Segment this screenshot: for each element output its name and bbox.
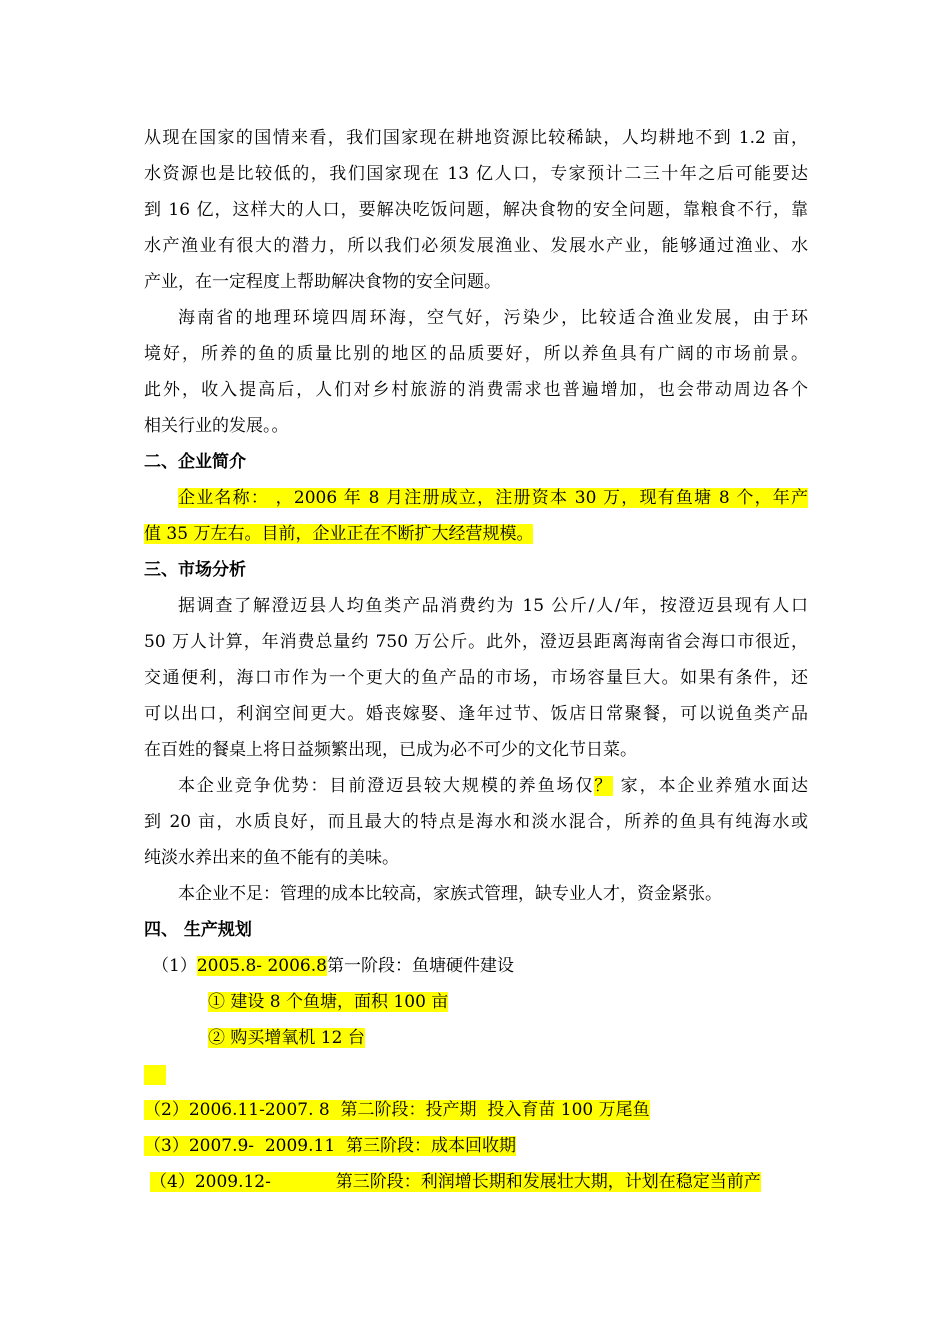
plan-stage-2: [144, 1092, 808, 1128]
highlighted-text: （4）2009.12- 第三阶段：利润增长期和发展壮大期，计划在稳定当前产: [150, 1172, 761, 1192]
text-line: 可以出口，利润空间更大。婚丧嫁娶、逢年过节、饭店日常聚餐，可以说鱼类产品: [144, 704, 808, 724]
highlight-mark: [144, 1065, 166, 1085]
text-line: 到 16 亿，这样大的人口，要解决吃饭问题，解决食物的安全问题，靠粮食不行，靠: [144, 200, 808, 220]
text-line: [144, 768, 808, 804]
paragraph-food-security: [144, 120, 808, 300]
section-heading-company-intro: 二、企业简介: [144, 452, 246, 472]
plan-stage-4: [144, 1164, 808, 1200]
section-heading-market-analysis: 三、市场分析: [144, 560, 246, 580]
text-line: 水资源也是比较低的，我们国家现在 13 亿人口，专家预计二三十年之后可能要达: [144, 164, 808, 184]
text-line: 水产渔业有很大的潜力，所以我们必须发展渔业、发展水产业，能够通过渔业、水: [144, 236, 808, 256]
paragraph-company-intro: [144, 480, 808, 552]
highlight-mark-line: [144, 1056, 808, 1092]
text-line: [144, 480, 808, 516]
paragraph-shortcomings: [144, 876, 808, 912]
paragraph-market-analysis: [144, 588, 808, 768]
stage-date: 2005.8- 2006.8: [196, 956, 327, 976]
plan-stage-1-item-1: [144, 984, 808, 1020]
paragraph-competitive-advantage: [144, 768, 808, 876]
text-line: 纯淡水养出来的鱼不能有的美味。: [144, 848, 399, 868]
document-body: [144, 120, 808, 1200]
text-line: [144, 516, 808, 552]
plan-stage-1-item-2: [144, 1020, 808, 1056]
stage-number: （1）: [152, 956, 197, 976]
text-line: 到 20 亩，水质良好，而且最大的特点是海水和淡水混合，所养的鱼具有纯海水或: [144, 812, 808, 832]
highlighted-text: ② 购买增氧机 12 台: [208, 1028, 365, 1048]
text-line: 境好，所养的鱼的质量比别的地区的品质要好，所以养鱼具有广阔的市场前景。: [144, 344, 808, 364]
plan-stage-3: [144, 1128, 808, 1164]
plan-stage-1: [144, 948, 808, 984]
text-line: 海南省的地理环境四周环海，空气好，污染少，比较适合渔业发展，由于环: [178, 308, 808, 328]
section-heading-production-plan: 四、 生产规划: [144, 920, 252, 940]
text-line: 此外，收入提高后，人们对乡村旅游的消费需求也普遍增加，也会带动周边各个: [144, 380, 808, 400]
text-line: 本企业不足：管理的成本比较高，家族式管理，缺专业人才，资金紧张。: [178, 884, 722, 904]
text-line: 从现在国家的国情来看，我们国家现在耕地资源比较稀缺，人均耕地不到 1.2 亩，: [144, 128, 808, 148]
highlighted-text: （2）2006.11-2007. 8 第二阶段：投产期 投入育苗 100 万尾鱼: [144, 1100, 650, 1120]
highlighted-text: 企业名称： ，2006 年 8 月注册成立，注册资本 30 万，现有鱼塘 8 个，年产: [178, 488, 808, 508]
paragraph-hainan-environment: [144, 300, 808, 444]
stage-text: 第一阶段：鱼塘硬件建设: [326, 956, 514, 976]
highlighted-question-mark: ？: [594, 776, 614, 796]
text-span: 本企业竞争优势：目前澄迈县较大规模的养鱼场仅: [178, 776, 595, 796]
text-line: 交通便利，海口市作为一个更大的鱼产品的市场，市场容量巨大。如果有条件，还: [144, 668, 808, 688]
production-plan-list: [144, 948, 808, 1200]
text-line: 在百姓的餐桌上将日益频繁出现，已成为必不可少的文化节日菜。: [144, 740, 637, 760]
text-span: 家，本企业养殖水面达: [613, 776, 809, 796]
text-line: 相关行业的发展。。: [144, 416, 289, 436]
highlighted-text: （3）2007.9- 2009.11 第三阶段：成本回收期: [144, 1136, 516, 1156]
highlighted-text: 值 35 万左右。目前，企业正在不断扩大经营规模。: [144, 524, 534, 544]
highlighted-text: ① 建设 8 个鱼塘，面积 100 亩: [208, 992, 449, 1012]
text-line: 50 万人计算，年消费总量约 750 万公斤。此外，澄迈县距离海南省会海口市很近，: [144, 632, 808, 652]
text-line: 据调查了解澄迈县人均鱼类产品消费约为 15 公斤/人/年，按澄迈县现有人口: [178, 596, 808, 616]
text-line: 产业，在一定程度上帮助解决食物的安全问题。: [144, 272, 501, 292]
